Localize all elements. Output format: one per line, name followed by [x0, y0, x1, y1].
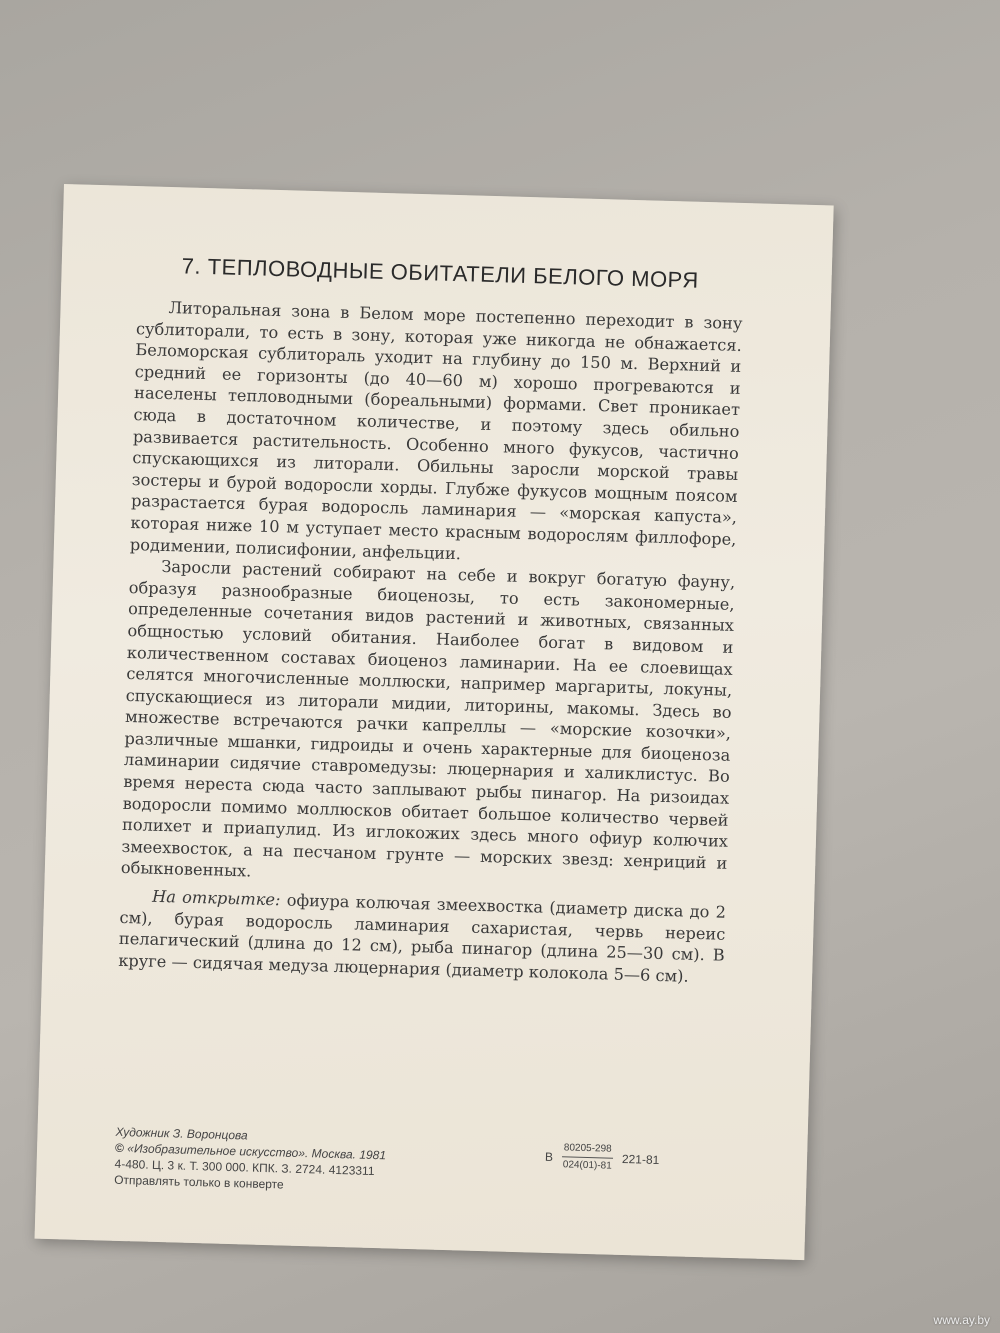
imprint-block [114, 1124, 716, 1205]
publisher: «Изобразительное искусство». Москва. 1981 [127, 1141, 387, 1163]
card-title: 7. ТЕПЛОВОДНЫЕ ОБИТАТЕЛИ БЕЛОГО МОРЯ [181, 253, 700, 293]
print-info: 4-480. Ц. 3 к. Т. 300 000. КПК. З. 2724. 4123311 [114, 1156, 375, 1179]
postcard-note [118, 885, 726, 988]
index-denominator: 024(01)-81 [562, 1159, 612, 1172]
index-suffix: 221-81 [621, 1151, 660, 1167]
paragraph-1: Литоральная зона в Белом море постепенно переходит в зону сублиторали, то есть в зону, которая уже никогда не обнажается. Беломорская сублитораль уходит на глубину до 150 м. Верхний и средний ее горизонты (до 40—60 м) хорошо прогреваются и населены тепловодными (бореальными) формами. Свет проникает сюда в достаточном количестве, и поэтому здесь обильно развивается растительность. Особенно много фукусов, частично спускающихся из литорали. Обильны заросли морской травы зостеры и бурой водоросли хорды. Глубже фукусов мощным поясом разрастается бурая водоросль ламинария — «морская капуста», которая ниже 10 м уступает место красным водорослям филлофоре, родимении, полисифонии, анфельции. [129, 297, 743, 563]
index-letter: В [544, 1149, 554, 1164]
note-lead: На открытке: [151, 886, 281, 910]
note-text: офиура колючая змеехвостка (диаметр диска до 2 см), бурая водоросль ламинария сахаристая, червь нереис пелагический (длина до 12 см), рыба пинагор (длина 25—30 см). В круге — сидячая медуза люцернария (диаметр колокола 5—6 см). [118, 890, 727, 986]
card-body-text [118, 296, 743, 988]
catalog-index [545, 1140, 660, 1176]
mailing-note: Отправлять только в конверте [114, 1172, 284, 1192]
copyright-symbol: © [114, 1140, 125, 1156]
paragraph-2: Заросли растений собирают на себе и вокруг богатую фауну, образуя разнообразные биоценозы, то есть закономерные, определенные сочетания видов растений и животных, связанных общностью условий обитания. Наиболее богат в видовом и количественном составах биоценоз ламинарии. На ее слоевищах селятся многочисленные моллюски, например маргариты, локуны, спускающиеся из литорали мидии, литорины, макомы. Здесь во множестве встречаются рачки капреллы — «морские козочки», различные мшанки, гидроиды и очень характерные для биоценоза ламинарии сидячие ставромедузы: люцернария и халиклистус. Во время нереста сюда часто заплывают рыбы пинагор. На ризоидах водоросли помимо моллюсков обитает большое количество червей полихет и приапулид. Из иглокожих здесь много офиур колючих змеехвосток, а на песчаном грунте — морских звезд: хенриций и обыкновенных. [120, 556, 736, 881]
index-fraction [561, 1140, 615, 1174]
artist-credit: Художник З. Воронцова [115, 1124, 248, 1143]
postcard-back [35, 184, 834, 1260]
index-numerator: 80205-298 [562, 1140, 614, 1158]
watermark: www.ay.by [933, 1313, 990, 1327]
